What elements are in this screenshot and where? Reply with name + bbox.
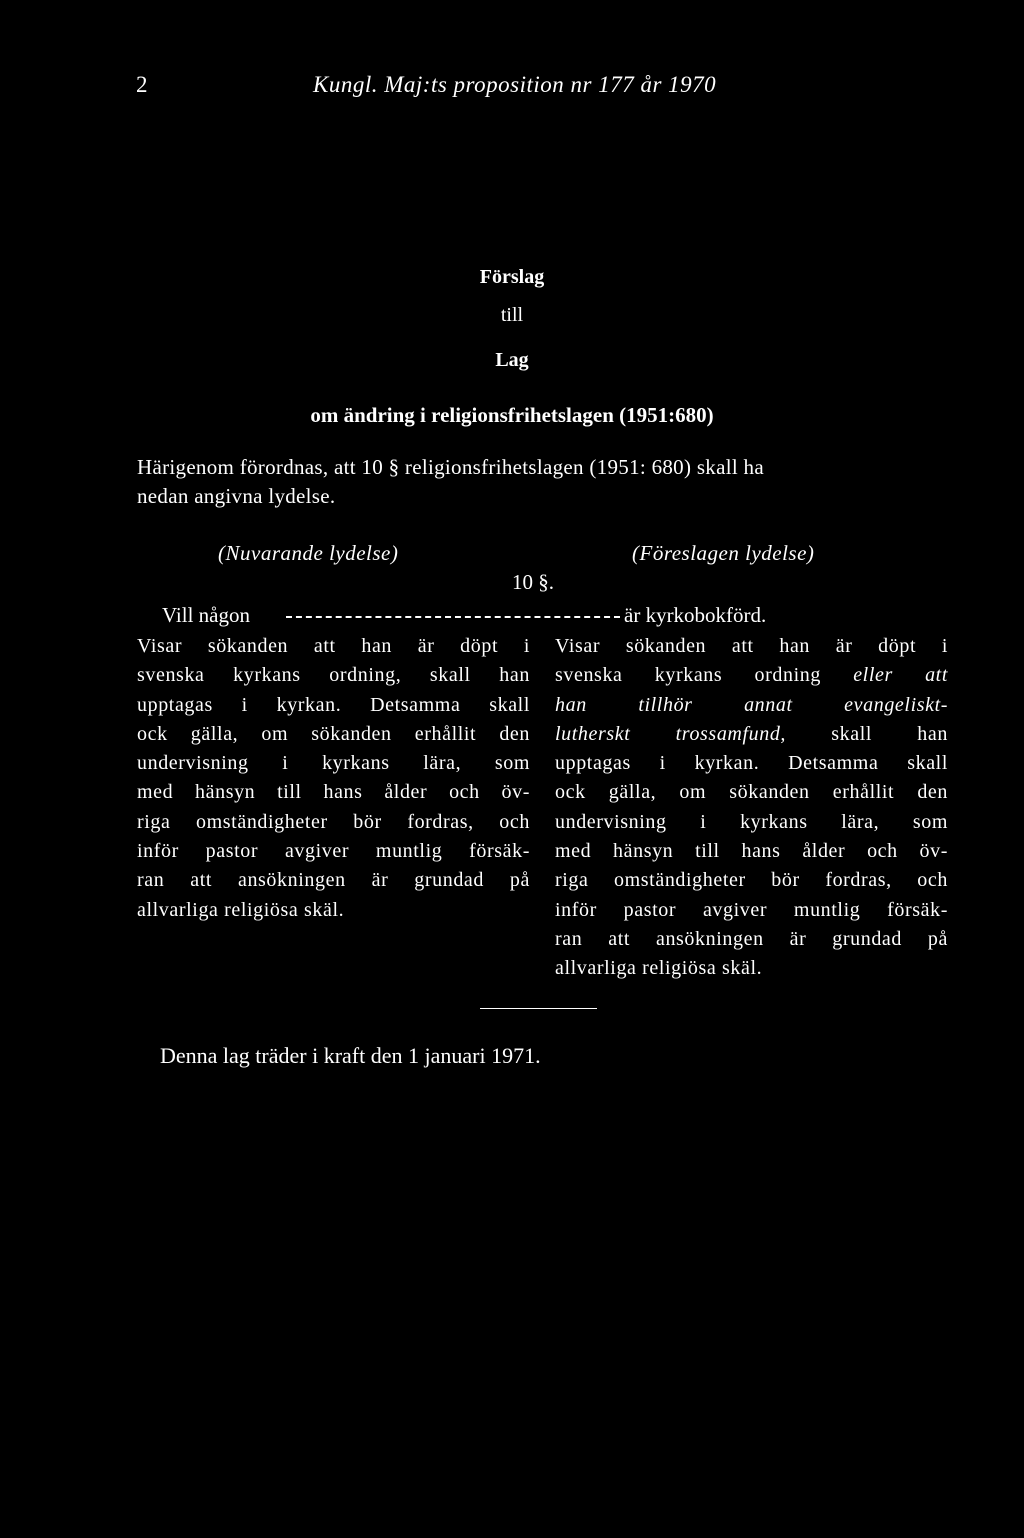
- omission-dashes: [286, 616, 620, 618]
- proposed-line: med hänsyn till hans ålder och öv-: [555, 840, 948, 863]
- current-line: Visar sökanden att han är döpt i: [137, 635, 530, 657]
- current-line: riga omständigheter bör fordras, och: [137, 810, 530, 833]
- current-line: inför pastor avgiver muntlig försäk-: [137, 840, 530, 863]
- proposed-line: inför pastor avgiver muntlig försäk-: [555, 898, 948, 921]
- proposed-line: [555, 661, 948, 690]
- proposed-wording-heading: (Föreslagen lydelse): [632, 541, 815, 565]
- proposed-line: upptagas i kyrkan. Detsamma skall: [555, 752, 948, 775]
- current-line: svenska kyrkans ordning, skall han: [137, 664, 530, 687]
- proposed-line: [555, 720, 948, 749]
- current-wording-column: [137, 632, 530, 925]
- proposal-title: Förslag: [479, 266, 545, 288]
- proposed-line: allvarliga religiösa skäl.: [555, 957, 763, 980]
- proposed-line: riga omständigheter bör fordras, och: [555, 869, 948, 892]
- shared-line-end: är kyrkobokförd.: [624, 603, 767, 627]
- proposed-line: ock gälla, om sökanden erhållit den: [555, 781, 948, 804]
- proposed-wording-column: [555, 632, 948, 984]
- proposed-inserted-text: eller att: [853, 664, 948, 687]
- preamble-line-2: nedan angivna lydelse.: [137, 484, 336, 508]
- proposed-text: svenska kyrkans ordning: [555, 664, 854, 687]
- current-line: ran att ansökningen är grundad på: [137, 869, 530, 892]
- current-line: med hänsyn till hans ålder och öv-: [137, 781, 530, 804]
- proposed-text: skall han: [786, 722, 948, 745]
- effective-date-text: Denna lag träder i kraft den 1 januari 1971.: [160, 1043, 541, 1068]
- proposal-till: till: [500, 304, 524, 326]
- page-number: 2: [136, 72, 148, 97]
- section-number: 10 §.: [512, 570, 554, 594]
- divider-rule: [480, 1008, 597, 1009]
- law-title: Lag: [495, 349, 529, 371]
- shared-line-start: Vill någon: [162, 603, 250, 627]
- current-wording-heading: (Nuvarande lydelse): [218, 541, 399, 565]
- proposed-line: Visar sökanden att han är döpt i: [555, 635, 948, 657]
- running-head: Kungl. Maj:ts proposition nr 177 år 1970: [313, 72, 717, 97]
- proposed-inserted-text: lutherskt trossamfund,: [555, 722, 787, 745]
- proposed-inserted-line: han tillhör annat evangeliskt-: [555, 693, 948, 716]
- preamble-line-1: Härigenom förordnas, att 10 § religionsfrihetslagen (1951: 680) skall ha: [137, 455, 764, 479]
- current-line: undervisning i kyrkans lära, som: [137, 752, 530, 775]
- current-line: allvarliga religiösa skäl.: [137, 898, 345, 921]
- proposed-line: undervisning i kyrkans lära, som: [555, 810, 948, 833]
- proposed-line: ran att ansökningen är grundad på: [555, 927, 948, 950]
- current-line: upptagas i kyrkan. Detsamma skall: [137, 693, 530, 716]
- current-line: ock gälla, om sökanden erhållit den: [137, 722, 530, 745]
- law-subject: om ändring i religionsfrihetslagen (1951:680): [310, 403, 714, 427]
